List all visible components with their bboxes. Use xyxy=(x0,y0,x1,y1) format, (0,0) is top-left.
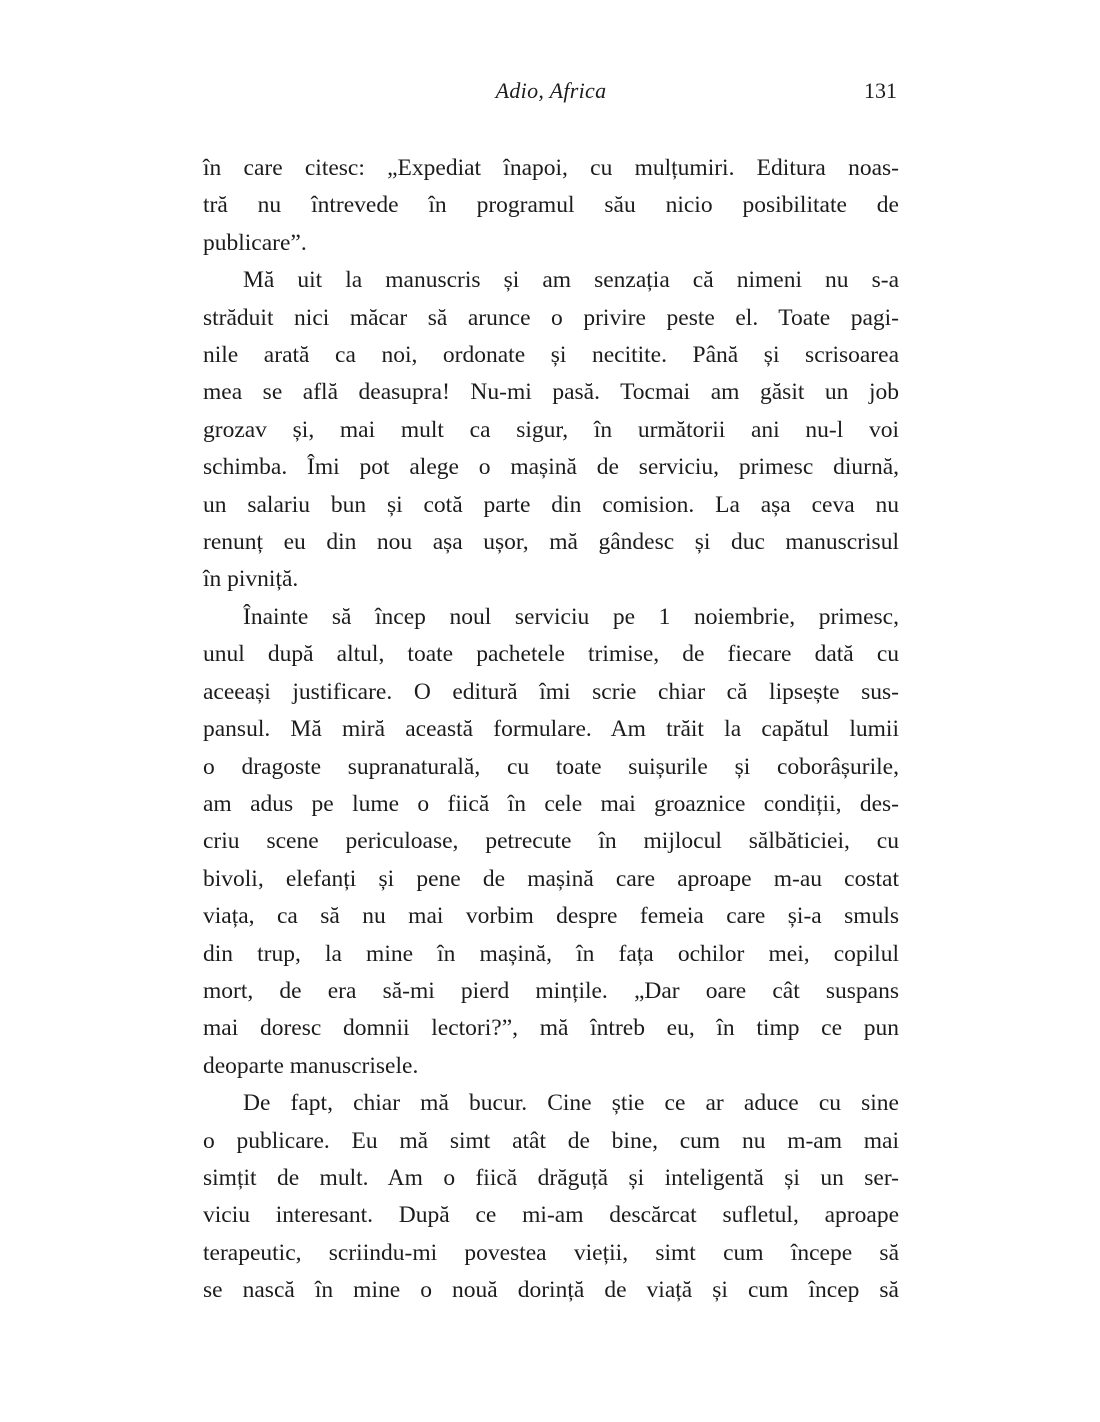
text-line: Mă uit la manuscris și am senzația că nimeni nu s-a xyxy=(243,267,899,294)
paragraph xyxy=(203,262,899,599)
text-line: terapeutic, scriindu-mi povestea vieții, simt cum începe să xyxy=(203,1239,899,1266)
text-line: pansul. Mă miră această formulare. Am trăit la capătul lumii xyxy=(203,716,899,743)
text-line: grozav și, mai mult ca sigur, în următorii ani nu-l voi xyxy=(203,416,899,443)
text-line: mai doresc domnii lectori?”, mă întreb eu, în timp ce pun xyxy=(203,1015,899,1042)
text-line: în care citesc: „Expediat înapoi, cu mulțumiri. Editura noas- xyxy=(203,155,899,181)
text-line: deoparte manuscrisele. xyxy=(203,1052,419,1079)
text-line: viciu interesant. După ce mi-am descărcat sufletul, aproape xyxy=(203,1202,899,1229)
text-line: aceeași justificare. O editură îmi scrie chiar că lipsește sus- xyxy=(203,678,899,705)
paragraph xyxy=(203,1085,899,1309)
text-line: schimba. Îmi pot alege o mașină de serviciu, primesc diurnă, xyxy=(203,454,899,481)
text-line: am adus pe lume o fiică în cele mai groaznice condiții, des- xyxy=(203,790,899,817)
text-line: din trup, la mine în mașină, în fața ochilor mei, copilul xyxy=(203,940,899,967)
text-line: publicare”. xyxy=(203,229,307,256)
text-line: renunț eu din nou așa ușor, mă gândesc și duc manuscrisul xyxy=(203,529,899,556)
text-line: o publicare. Eu mă simt atât de bine, cum nu m-am mai xyxy=(203,1127,899,1154)
text-line: o dragoste supranaturală, cu toate suișurile și coborâșurile, xyxy=(203,753,899,780)
text-line: bivoli, elefanți și pene de mașină care aproape m-au costat xyxy=(203,865,899,892)
text-line: în pivniță. xyxy=(203,566,299,593)
text-line: viața, ca să nu mai vorbim despre femeia care și-a smuls xyxy=(203,903,899,930)
text-line: nile arată ca noi, ordonate și necitite. Până și scrisoarea xyxy=(203,342,899,369)
text-line: mea se află deasupra! Nu-mi pasă. Tocmai am găsit un job xyxy=(203,379,899,406)
paragraph xyxy=(203,599,899,1085)
text-line: străduit nici măcar să arunce o privire peste el. Toate pagi- xyxy=(203,304,899,331)
text-line: De fapt, chiar mă bucur. Cine știe ce ar aduce cu sine xyxy=(243,1090,899,1117)
paragraph xyxy=(203,150,899,262)
page-number: 131 xyxy=(864,78,897,103)
text-line: se nască în mine o nouă dorință de viață și cum încep să xyxy=(203,1277,899,1304)
text-line: Înainte să încep noul serviciu pe 1 noiembrie, primesc, xyxy=(243,603,899,630)
text-block xyxy=(203,150,899,1310)
text-line: criu scene periculoase, petrecute în mijlocul sălbăticiei, cu xyxy=(203,828,899,855)
text-line: un salariu bun și cotă parte din comision. La așa ceva nu xyxy=(203,491,899,518)
running-title: Adio, Africa xyxy=(495,78,607,103)
text-line: unul după altul, toate pachetele trimise, de fiecare dată cu xyxy=(203,641,899,668)
text-line: mort, de era să-mi pierd mințile. „Dar oare cât suspans xyxy=(203,977,899,1004)
text-line: tră nu întrevede în programul său nicio posibilitate de xyxy=(203,192,899,219)
running-header xyxy=(203,78,899,110)
text-line: simțit de mult. Am o fiică drăguță și inteligentă și un ser- xyxy=(203,1164,899,1191)
